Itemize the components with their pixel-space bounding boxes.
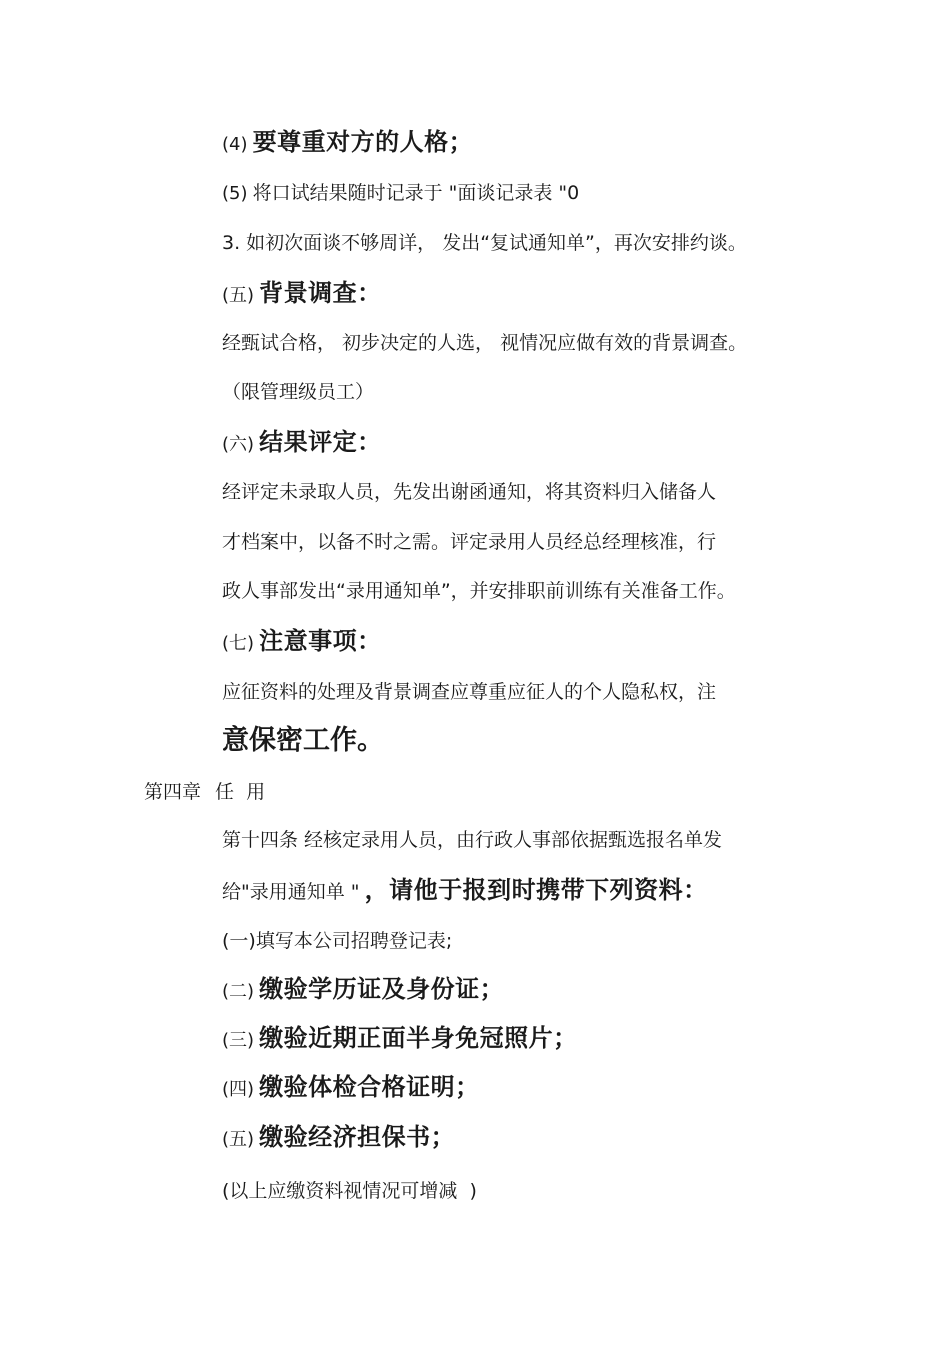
list-item-4-text: 缴验体检合格证明； [259,1073,480,1101]
section-5-title: 背景调查： [259,279,382,307]
background-check-note: （限管理级员工） [222,381,375,403]
article-14-prefix: 给"录用通知单 " [222,881,360,903]
list-item-5 [222,1125,455,1149]
list-item-4-prefix: (四) [222,1079,255,1100]
chapter-title: 任 用 [215,781,266,803]
item-4-prefix: (4) [222,134,248,155]
list-item-3 [222,1026,578,1050]
article-14-text: ，请他于报到时携带下列资料： [364,876,708,904]
result-text-line-1: 经评定未录取人员，先发出谢函通知，将其资料归入储备人 [222,481,717,503]
section-6-heading [222,430,382,454]
article-14-line-2 [222,878,708,902]
list-item-3-text: 缴验近期正面半身免冠照片； [259,1024,578,1052]
item-5-text: 将口试结果随时记录于 "面谈记录表 "0 [252,182,580,204]
list-item-2 [222,977,504,1001]
section-6-prefix: (六) [222,434,255,455]
list-item-3-prefix: (三) [222,1030,255,1051]
background-check-text: 经甄试合格， 初步决定的人选， 视情况应做有效的背景调查。 [222,332,748,354]
item-5 [222,184,579,203]
section-7-title: 注意事项： [259,627,382,655]
section-5-prefix: (五) [222,285,255,306]
section-6-title: 结果评定： [259,428,382,456]
list-item-2-prefix: (二) [222,981,255,1002]
list-item-4 [222,1075,480,1099]
result-text-line-2: 才档案中，以备不时之需。评定录用人员经总经理核准，行 [222,531,717,553]
notice-text-line-2: 意保密工作。 [222,725,384,756]
paragraph-3: 3. 如初次面谈不够周详， 发出“复试通知单”，再次安排约谈。 [222,232,747,254]
chapter-number: 第四章 [144,781,202,803]
item-4-text: 要尊重对方的人格； [252,128,474,156]
article-14-line-1: 第十四条 经核定录用人员，由行政人事部依据甄选报名单发 [222,829,723,851]
list-item-1: (一)填写本公司招聘登记表; [222,930,453,952]
notice-text-line-1: 应征资料的处理及背景调查应尊重应征人的个人隐私权，注 [222,681,717,703]
section-5-heading [222,281,382,305]
result-text-line-3: 政人事部发出“录用通知单”，并安排职前训练有关准备工作。 [222,580,736,602]
list-item-2-text: 缴验学历证及身份证； [259,975,505,1003]
list-item-5-text: 缴验经济担保书； [259,1123,456,1151]
list-footnote: (以上应缴资料视情况可增减 ) [222,1180,477,1202]
item-4 [222,130,473,154]
item-5-prefix: (5) [222,183,248,204]
section-7-heading [222,629,382,653]
list-item-5-prefix: (五) [222,1129,255,1150]
section-7-prefix: (七) [222,633,255,654]
chapter-heading [144,783,265,802]
